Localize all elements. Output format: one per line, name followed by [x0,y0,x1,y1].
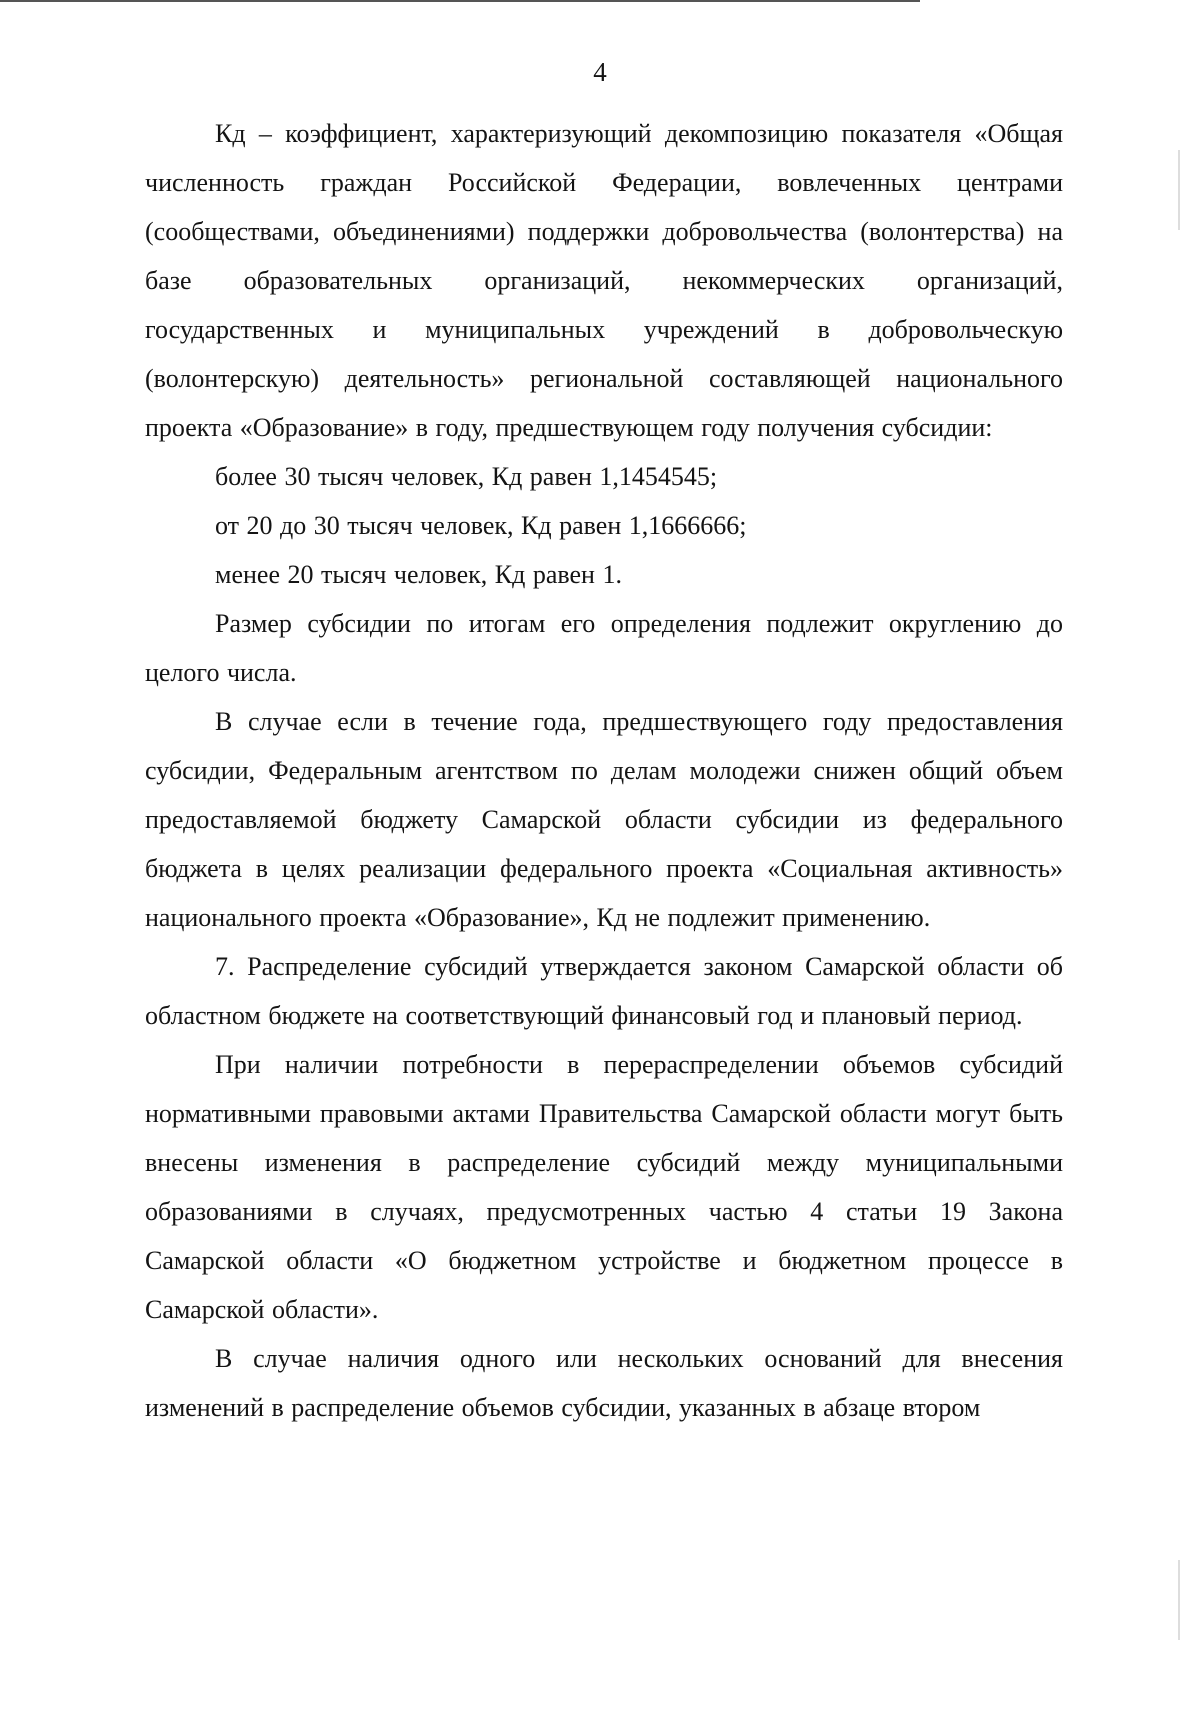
paragraph-kd-over-30: более 30 тысяч человек, Кд равен 1,1454545; [215,462,718,491]
paragraph-kd-definition: Кд – коэффициент, характеризующий декомпозицию показателя «Общая численность граждан Российской Федерации, вовлеченных центрами (сообществами, объединениями) поддержки добровольчества (волонтерства) на базе образовательных организаций, некоммерческих организаций, государственных и муниципальных учреждений в добровольческую (волонтерскую) деятельность» региональной составляющей национального проекта «Образование» в году, предшествующем году получения субсидии: [145,119,1063,442]
paragraph-rounding: Размер субсидии по итогам его определения подлежит округлению до целого числа. [145,609,1063,687]
paragraph-kd-under-20: менее 20 тысяч человек, Кд равен 1. [215,560,622,589]
paragraph-kd-20-30: от 20 до 30 тысяч человек, Кд равен 1,1666666; [215,511,747,540]
paragraph-grounds: В случае наличия одного или нескольких оснований для внесения изменений в распределение объемов субсидии, указанных в абзаце втором [145,1344,1063,1422]
scan-edge-mark [1178,150,1180,230]
scan-top-edge [0,0,920,2]
paragraph-item-7: 7. Распределение субсидий утверждается законом Самарской области об областном бюджете на соответствующий финансовый год и плановый период. [145,952,1063,1030]
scan-edge-mark [1178,1560,1180,1640]
paragraph-kd-not-applied: В случае если в течение года, предшествующего году предоставления субсидии, Федеральным агентством по делам молодежи снижен общий объем предоставляемой бюджету Самарской области субсидии из федерального бюджета в целях реализации федерального проекта «Социальная активность» национального проекта «Образование», Кд не подлежит применению. [145,707,1063,932]
document-body [145,109,1063,1432]
paragraph-redistribution: При наличии потребности в перераспределении объемов субсидий нормативными правовыми актами Правительства Самарской области могут быть внесены изменения в распределение субсидий между муниципальными образованиями в случаях, предусмотренных частью 4 статьи 19 Закона Самарской области «О бюджетном устройстве и бюджетном процессе в Самарской области». [145,1050,1063,1324]
page-number: 4 [593,57,607,87]
